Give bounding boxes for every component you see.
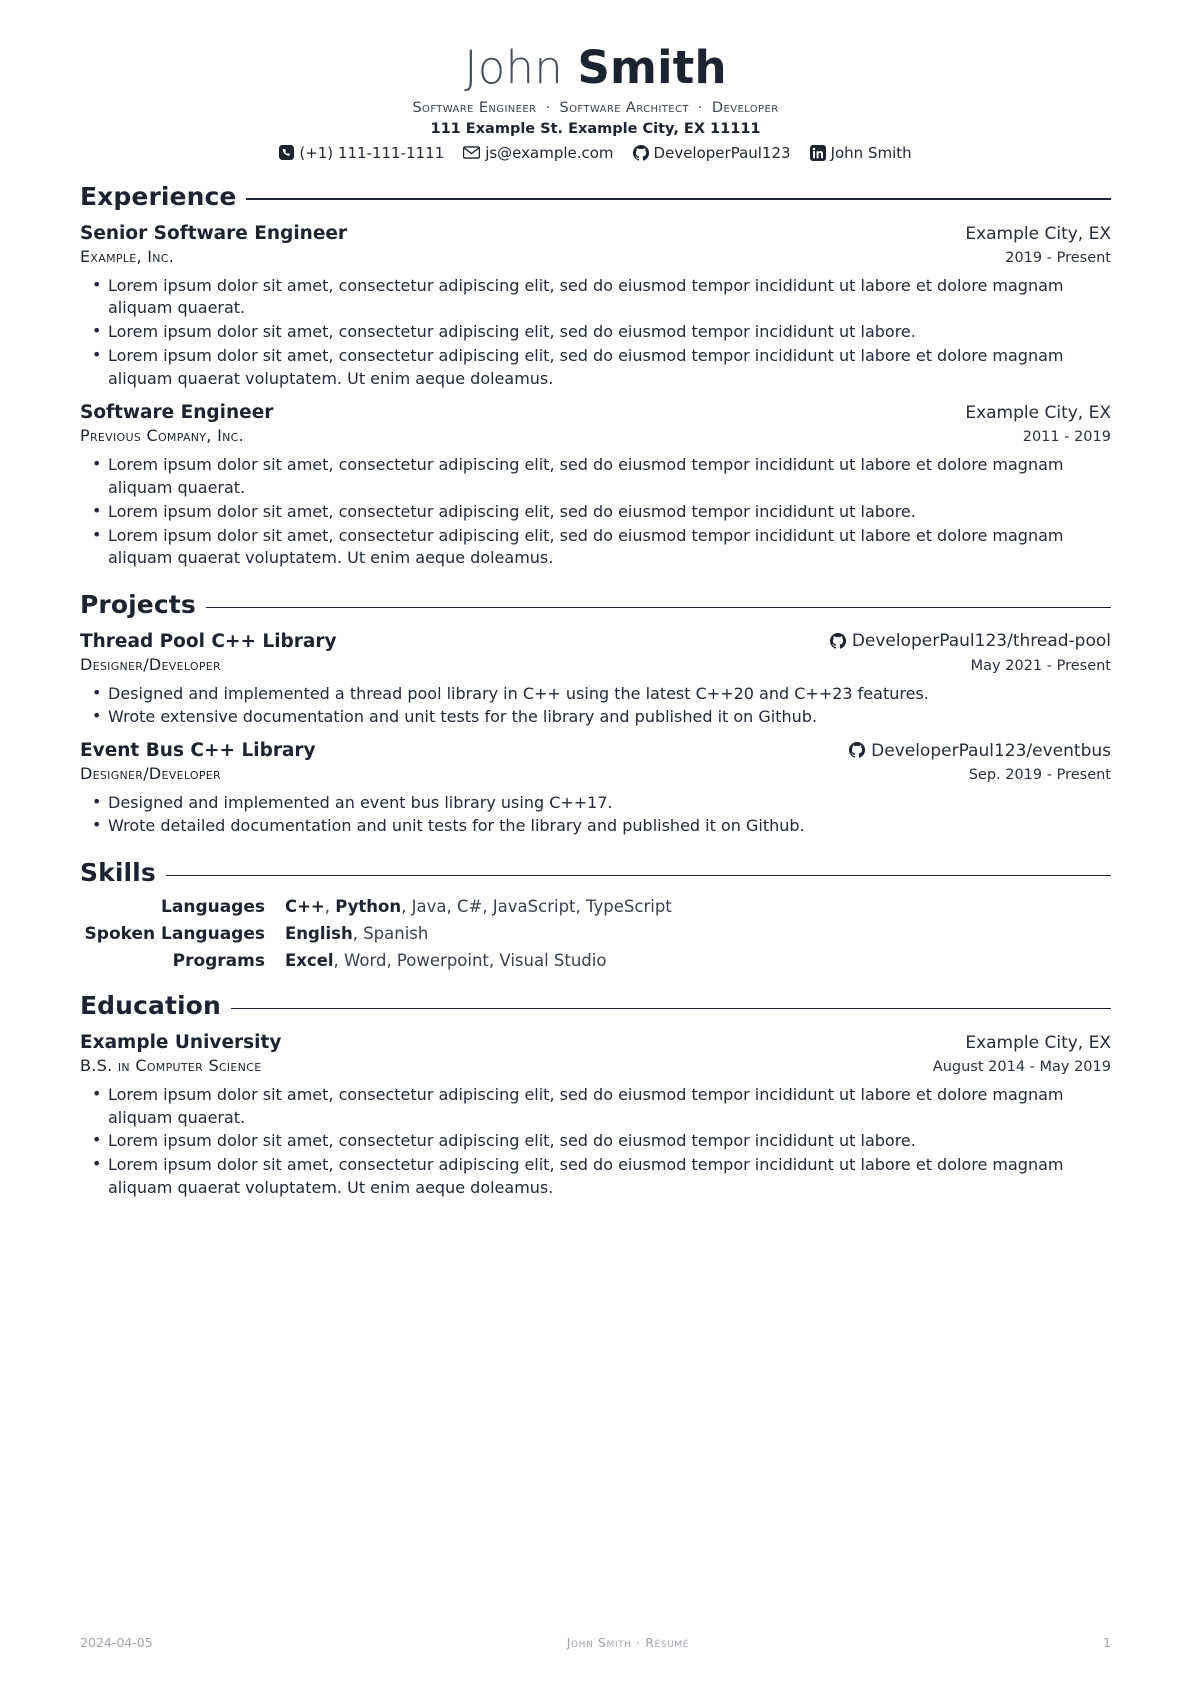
experience-entry-1 — [80, 223, 1111, 391]
project-repo-text: DeveloperPaul123/eventbus — [871, 740, 1111, 761]
list-item: • Lorem ipsum dolor sit amet, consectetur adipiscing elit, sed do eiusmod tempor incididunt ut labore et dolore magnam aliquam quaerat voluptatem. Ut enim aeque doleamus. — [106, 525, 1111, 570]
entry-date: 2019 - Present — [1005, 249, 1111, 266]
entry-bullets — [80, 275, 1111, 391]
contact-email-text: js@example.com — [485, 143, 614, 162]
entry-bullets — [80, 1084, 1111, 1200]
github-icon — [633, 145, 649, 161]
contact-github[interactable] — [633, 144, 791, 162]
skill-rest: , Java, C#, JavaScript, TypeScript — [401, 896, 672, 916]
skill-rest: , Spanish — [352, 923, 429, 943]
entry-role: Designer/Developer — [80, 764, 221, 784]
entry-organization: Previous Company, Inc. — [80, 426, 244, 446]
section-header-projects — [80, 590, 1111, 619]
role-line — [80, 100, 1111, 116]
role-2: Software Architect — [559, 99, 689, 116]
entry-date: 2011 - 2019 — [1022, 429, 1111, 446]
role-1: Software Engineer — [412, 99, 537, 116]
contact-list — [80, 144, 1111, 162]
entry-title: Thread Pool C++ Library — [80, 630, 337, 652]
skill-value — [285, 951, 606, 970]
address-line: 111 Example St. Example City, EX 11111 — [430, 120, 761, 137]
contact-phone[interactable] — [279, 144, 444, 162]
skill-highlight: English — [285, 923, 353, 943]
entry-location: Example City, EX — [965, 223, 1111, 244]
skill-value — [285, 924, 428, 943]
contact-github-text: DeveloperPaul123 — [653, 143, 791, 162]
entry-title: Senior Software Engineer — [80, 222, 348, 244]
linkedin-icon — [810, 145, 826, 161]
entry-location: Example City, EX — [965, 403, 1111, 424]
page-footer — [80, 1635, 1111, 1650]
project-repo-link[interactable] — [830, 631, 1111, 652]
skill-value — [285, 897, 672, 916]
list-item: • Lorem ipsum dolor sit amet, consectetur adipiscing elit, sed do eiusmod tempor incididunt ut labore et dolore magnam aliquam quaerat voluptatem. Ut enim aeque doleamus. — [106, 1154, 1111, 1199]
section-divider — [166, 875, 1111, 877]
role-separator: · — [545, 99, 551, 116]
section-divider — [231, 1008, 1111, 1010]
entry-date: August 2014 - May 2019 — [932, 1058, 1111, 1075]
skill-label: Languages — [161, 896, 265, 917]
list-item: • Wrote extensive documentation and unit tests for the library and published it on Github. — [106, 706, 1111, 729]
list-item: • Lorem ipsum dolor sit amet, consectetur adipiscing elit, sed do eiusmod tempor incididunt ut labore et dolore magnam aliquam quaerat. — [106, 454, 1111, 499]
entry-bullets — [80, 792, 1111, 837]
entry-title: Software Engineer — [80, 402, 274, 424]
page-title — [80, 42, 1111, 94]
skill-highlight: C++ — [285, 896, 325, 916]
contact-email[interactable] — [463, 144, 613, 162]
skill-label: Spoken Languages — [84, 923, 265, 944]
last-name: Smith — [577, 41, 727, 94]
role-separator: · — [697, 99, 703, 116]
section-title-projects: Projects — [80, 589, 196, 619]
list-item: • Lorem ipsum dolor sit amet, consectetur adipiscing elit, sed do eiusmod tempor incididunt ut labore. — [106, 321, 1111, 344]
section-header-education — [80, 991, 1111, 1020]
section-title-experience: Experience — [80, 181, 237, 211]
list-item: • Wrote detailed documentation and unit tests for the library and published it on Github. — [106, 815, 1111, 838]
skill-rest: , Word, Powerpoint, Visual Studio — [333, 950, 607, 970]
section-header-experience — [80, 182, 1111, 211]
footer-date: 2024-04-05 — [80, 1635, 153, 1650]
list-item: • Lorem ipsum dolor sit amet, consectetur adipiscing elit, sed do eiusmod tempor incididunt ut labore. — [106, 501, 1111, 524]
section-divider — [246, 198, 1111, 200]
entry-bullets — [80, 683, 1111, 728]
skill-row-spoken-languages — [80, 924, 1111, 944]
github-icon — [830, 633, 846, 654]
project-entry-1 — [80, 631, 1111, 728]
contact-phone-text: (+1) 111-111-1111 — [299, 143, 445, 162]
experience-entry-2 — [80, 402, 1111, 570]
list-item: • Designed and implemented an event bus library using C++17. — [106, 792, 1111, 815]
entry-bullets — [80, 454, 1111, 570]
section-title-education: Education — [80, 990, 221, 1020]
envelope-icon — [463, 146, 480, 159]
section-divider — [206, 607, 1111, 609]
skill-row-programs — [80, 951, 1111, 971]
phone-icon — [279, 145, 294, 160]
footer-page-number: 1 — [1103, 1635, 1111, 1650]
entry-date: May 2021 - Present — [970, 657, 1111, 674]
skill-highlight: Python — [335, 896, 402, 916]
skill-separator: , — [324, 896, 336, 916]
contact-linkedin[interactable] — [810, 144, 912, 162]
skills-list — [80, 897, 1111, 971]
resume-header — [80, 42, 1111, 162]
entry-degree: B.S. in Computer Science — [80, 1055, 262, 1075]
entry-title: Event Bus C++ Library — [80, 740, 316, 762]
list-item: • Lorem ipsum dolor sit amet, consectetur adipiscing elit, sed do eiusmod tempor incididunt ut labore et dolore magnam aliquam quaerat. — [106, 1084, 1111, 1129]
section-header-skills — [80, 858, 1111, 887]
first-name: John — [464, 41, 563, 94]
entry-role: Designer/Developer — [80, 654, 221, 674]
entry-date: Sep. 2019 - Present — [968, 767, 1111, 784]
entry-title: Example University — [80, 1031, 282, 1053]
project-repo-text: DeveloperPaul123/thread-pool — [851, 631, 1111, 652]
list-item: • Lorem ipsum dolor sit amet, consectetur adipiscing elit, sed do eiusmod tempor incididunt ut labore et dolore magnam aliquam quaerat voluptatem. Ut enim aeque doleamus. — [106, 345, 1111, 390]
list-item: • Lorem ipsum dolor sit amet, consectetur adipiscing elit, sed do eiusmod tempor incididunt ut labore. — [106, 1130, 1111, 1153]
contact-linkedin-text: John Smith — [830, 143, 912, 162]
entry-organization: Example, Inc. — [80, 246, 175, 266]
project-repo-link[interactable] — [849, 740, 1111, 761]
education-entry-1 — [80, 1032, 1111, 1200]
footer-center-label: John Smith · Résumé — [566, 1635, 689, 1650]
skill-highlight: Excel — [285, 950, 334, 970]
list-item: • Lorem ipsum dolor sit amet, consectetur adipiscing elit, sed do eiusmod tempor incididunt ut labore et dolore magnam aliquam quaerat. — [106, 275, 1111, 320]
github-icon — [849, 742, 865, 763]
role-3: Developer — [711, 99, 779, 116]
project-entry-2 — [80, 740, 1111, 837]
list-item: • Designed and implemented a thread pool library in C++ using the latest C++20 and C++23 features. — [106, 683, 1111, 706]
entry-location: Example City, EX — [965, 1032, 1111, 1053]
section-title-skills: Skills — [80, 857, 156, 887]
skill-label: Programs — [172, 950, 265, 971]
skill-row-languages — [80, 897, 1111, 917]
